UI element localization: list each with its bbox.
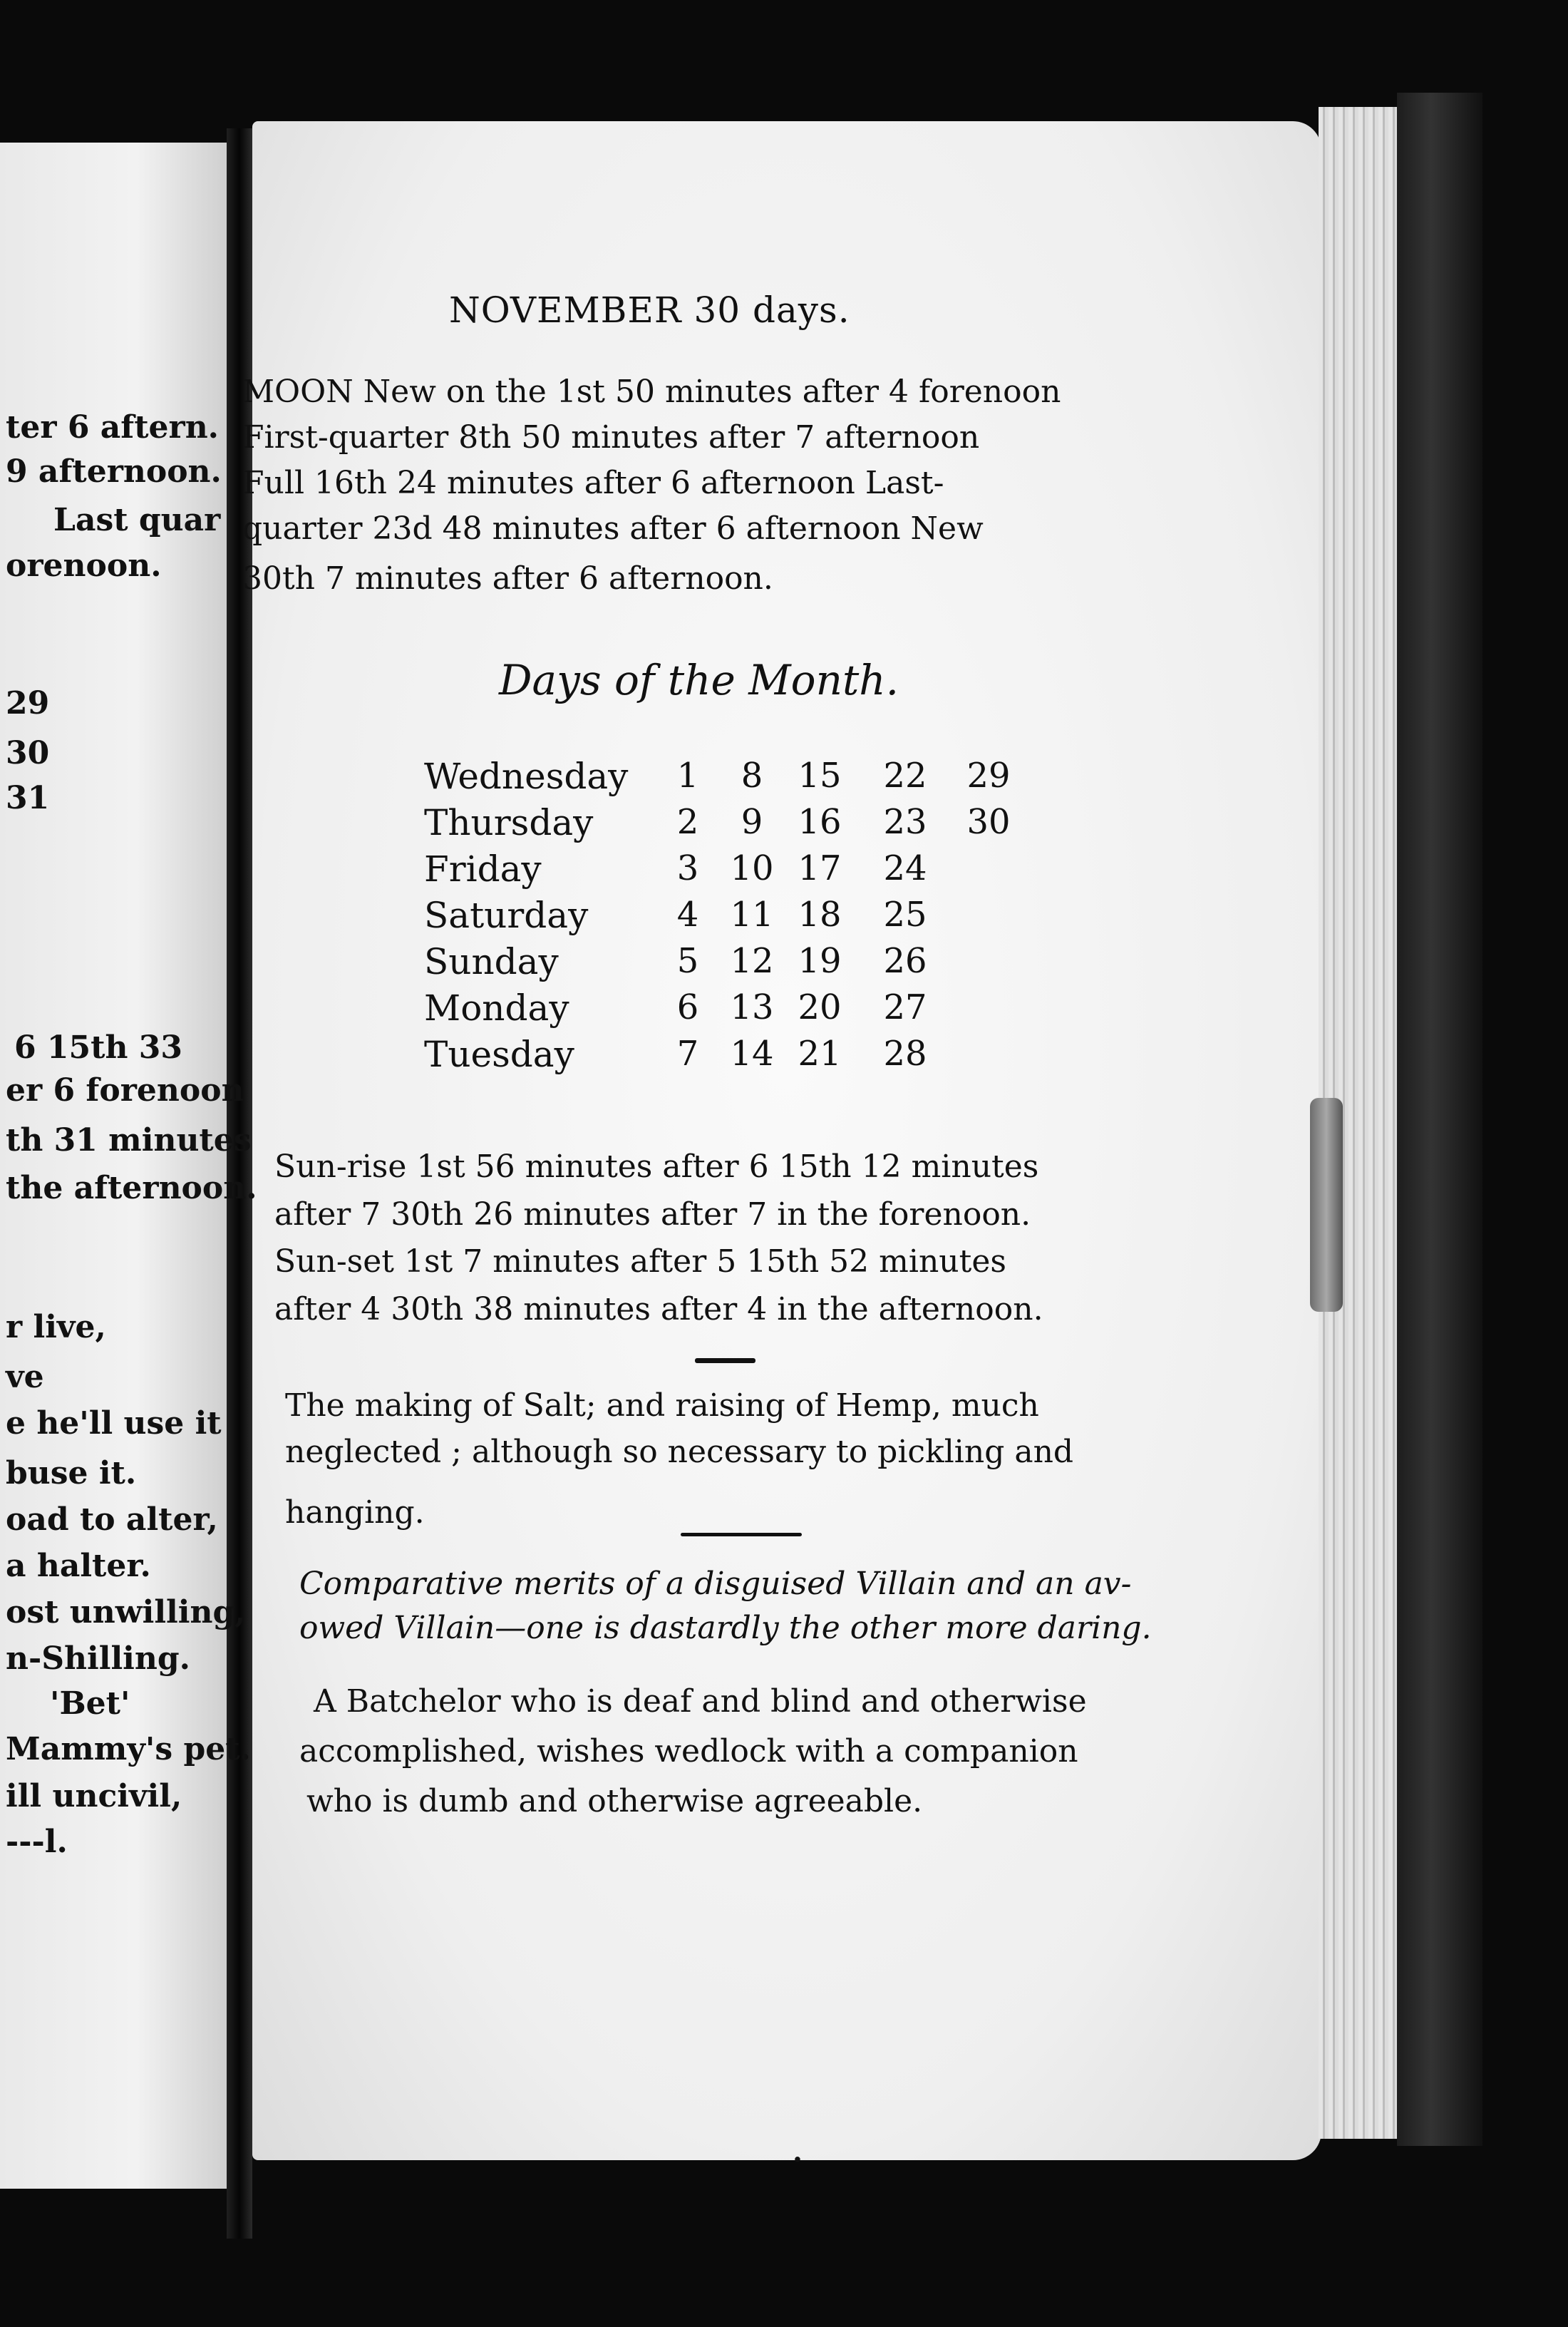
- left-line: 'Bet': [50, 1685, 130, 1722]
- calendar-date: 2: [676, 802, 699, 842]
- calendar-date: 23: [883, 802, 927, 842]
- calendar-day: Wednesday: [424, 756, 629, 797]
- calendar-day: Thursday: [424, 802, 594, 843]
- sun-line: Sun-rise 1st 56 minutes after 6 15th 12 minutes: [274, 1149, 1039, 1185]
- left-line: 9 afternoon.: [6, 453, 222, 490]
- sun-line: after 4 30th 38 minutes after 4 in the afternoon.: [274, 1291, 1043, 1327]
- calendar-date: 22: [883, 756, 927, 796]
- calendar-date: 5: [676, 941, 699, 981]
- calendar-date: 12: [730, 941, 774, 981]
- batchelor-line: who is dumb and otherwise agreeable.: [306, 1783, 923, 1819]
- calendar-date: 20: [798, 987, 842, 1027]
- left-line: ve: [6, 1359, 44, 1395]
- left-line: r live,: [6, 1309, 106, 1345]
- calendar-date: 10: [730, 848, 774, 888]
- batchelor-line: accomplished, wishes wedlock with a companion: [299, 1733, 1078, 1769]
- left-line: n-Shilling.: [6, 1640, 190, 1677]
- left-page: [0, 143, 228, 2189]
- moon-line: quarter 23d 48 minutes after 6 afternoon New: [242, 510, 984, 547]
- left-line: ter 6 aftern.: [6, 409, 219, 446]
- calendar-date: 13: [730, 987, 774, 1027]
- left-line: 6 15th 33: [14, 1029, 183, 1066]
- calendar-date: 19: [798, 941, 842, 981]
- salt-line: hanging.: [285, 1494, 425, 1531]
- book-cover: [1397, 93, 1482, 2146]
- villain-line: owed Villain—one is dastardly the other more daring.: [299, 1610, 1152, 1646]
- left-line: 30: [6, 735, 50, 771]
- left-line: ---l.: [6, 1824, 68, 1860]
- sun-line: Sun-set 1st 7 minutes after 5 15th 52 minutes: [274, 1243, 1006, 1280]
- calendar-date: 7: [676, 1034, 699, 1074]
- calendar-date: 16: [798, 802, 842, 842]
- calendar-date: 25: [883, 895, 927, 935]
- moon-line: MOON New on the 1st 50 minutes after 4 forenoon: [242, 374, 1061, 410]
- calendar-date: 1: [676, 756, 699, 796]
- calendar-date: 14: [730, 1034, 774, 1074]
- calendar-date: 30: [966, 802, 1011, 842]
- left-line: e he'll use it: [6, 1405, 222, 1442]
- left-line: th 31 minutes: [6, 1122, 252, 1159]
- calendar-date: 27: [883, 987, 927, 1027]
- left-line: orenoon.: [6, 548, 162, 584]
- left-line: 31: [6, 780, 50, 816]
- calendar-date: 15: [798, 756, 842, 796]
- calendar-title: Days of the Month.: [499, 656, 899, 704]
- calendar-date: 29: [966, 756, 1011, 796]
- villain-line: Comparative merits of a disguised Villain and an av-: [299, 1566, 1132, 1602]
- moon-line: 30th 7 minutes after 6 afternoon.: [242, 560, 773, 597]
- left-line: a halter.: [6, 1548, 151, 1584]
- calendar-day: Monday: [424, 987, 569, 1029]
- salt-line: The making of Salt; and raising of Hemp, much: [285, 1387, 1039, 1424]
- calendar-date: 26: [883, 941, 927, 981]
- calendar-day: Friday: [424, 848, 542, 890]
- left-line: 29: [6, 685, 50, 721]
- calendar-day: Sunday: [424, 941, 559, 982]
- calendar-date: 11: [730, 895, 774, 935]
- page-tab: [1310, 1098, 1343, 1312]
- batchelor-line: A Batchelor who is deaf and blind and otherwise: [314, 1683, 1087, 1720]
- calendar-date: 3: [676, 848, 699, 888]
- calendar-date: 21: [798, 1034, 842, 1074]
- calendar-day: Saturday: [424, 895, 589, 936]
- calendar-date: 18: [798, 895, 842, 935]
- calendar-day: Tuesday: [424, 1034, 574, 1075]
- moon-line: First-quarter 8th 50 minutes after 7 afternoon: [242, 419, 980, 456]
- moon-line: Full 16th 24 minutes after 6 afternoon Last-: [242, 465, 944, 501]
- calendar-date: 8: [741, 756, 763, 796]
- page-mark: .: [793, 2135, 803, 2169]
- calendar-date: 9: [741, 802, 763, 842]
- calendar-date: 24: [883, 848, 927, 888]
- calendar-date: 28: [883, 1034, 927, 1074]
- left-line: Mammy's pet.: [6, 1731, 251, 1767]
- left-line: oad to alter,: [6, 1501, 218, 1538]
- left-line: Last quar: [53, 502, 221, 538]
- calendar-date: 4: [676, 895, 699, 935]
- calendar-date: 17: [798, 848, 842, 888]
- calendar-date: 6: [676, 987, 699, 1027]
- section-rule: [695, 1358, 755, 1363]
- month-heading: NOVEMBER 30 days.: [449, 289, 850, 331]
- section-rule: [681, 1533, 802, 1536]
- left-line: er 6 forenoon: [6, 1072, 244, 1109]
- left-line: buse it.: [6, 1455, 137, 1491]
- salt-line: neglected ; although so necessary to pickling and: [285, 1434, 1074, 1470]
- left-line: the afternoon.: [6, 1170, 257, 1206]
- left-line: ill uncivil,: [6, 1778, 182, 1814]
- left-line: ost unwilling,: [6, 1594, 246, 1630]
- sun-line: after 7 30th 26 minutes after 7 in the forenoon.: [274, 1196, 1031, 1233]
